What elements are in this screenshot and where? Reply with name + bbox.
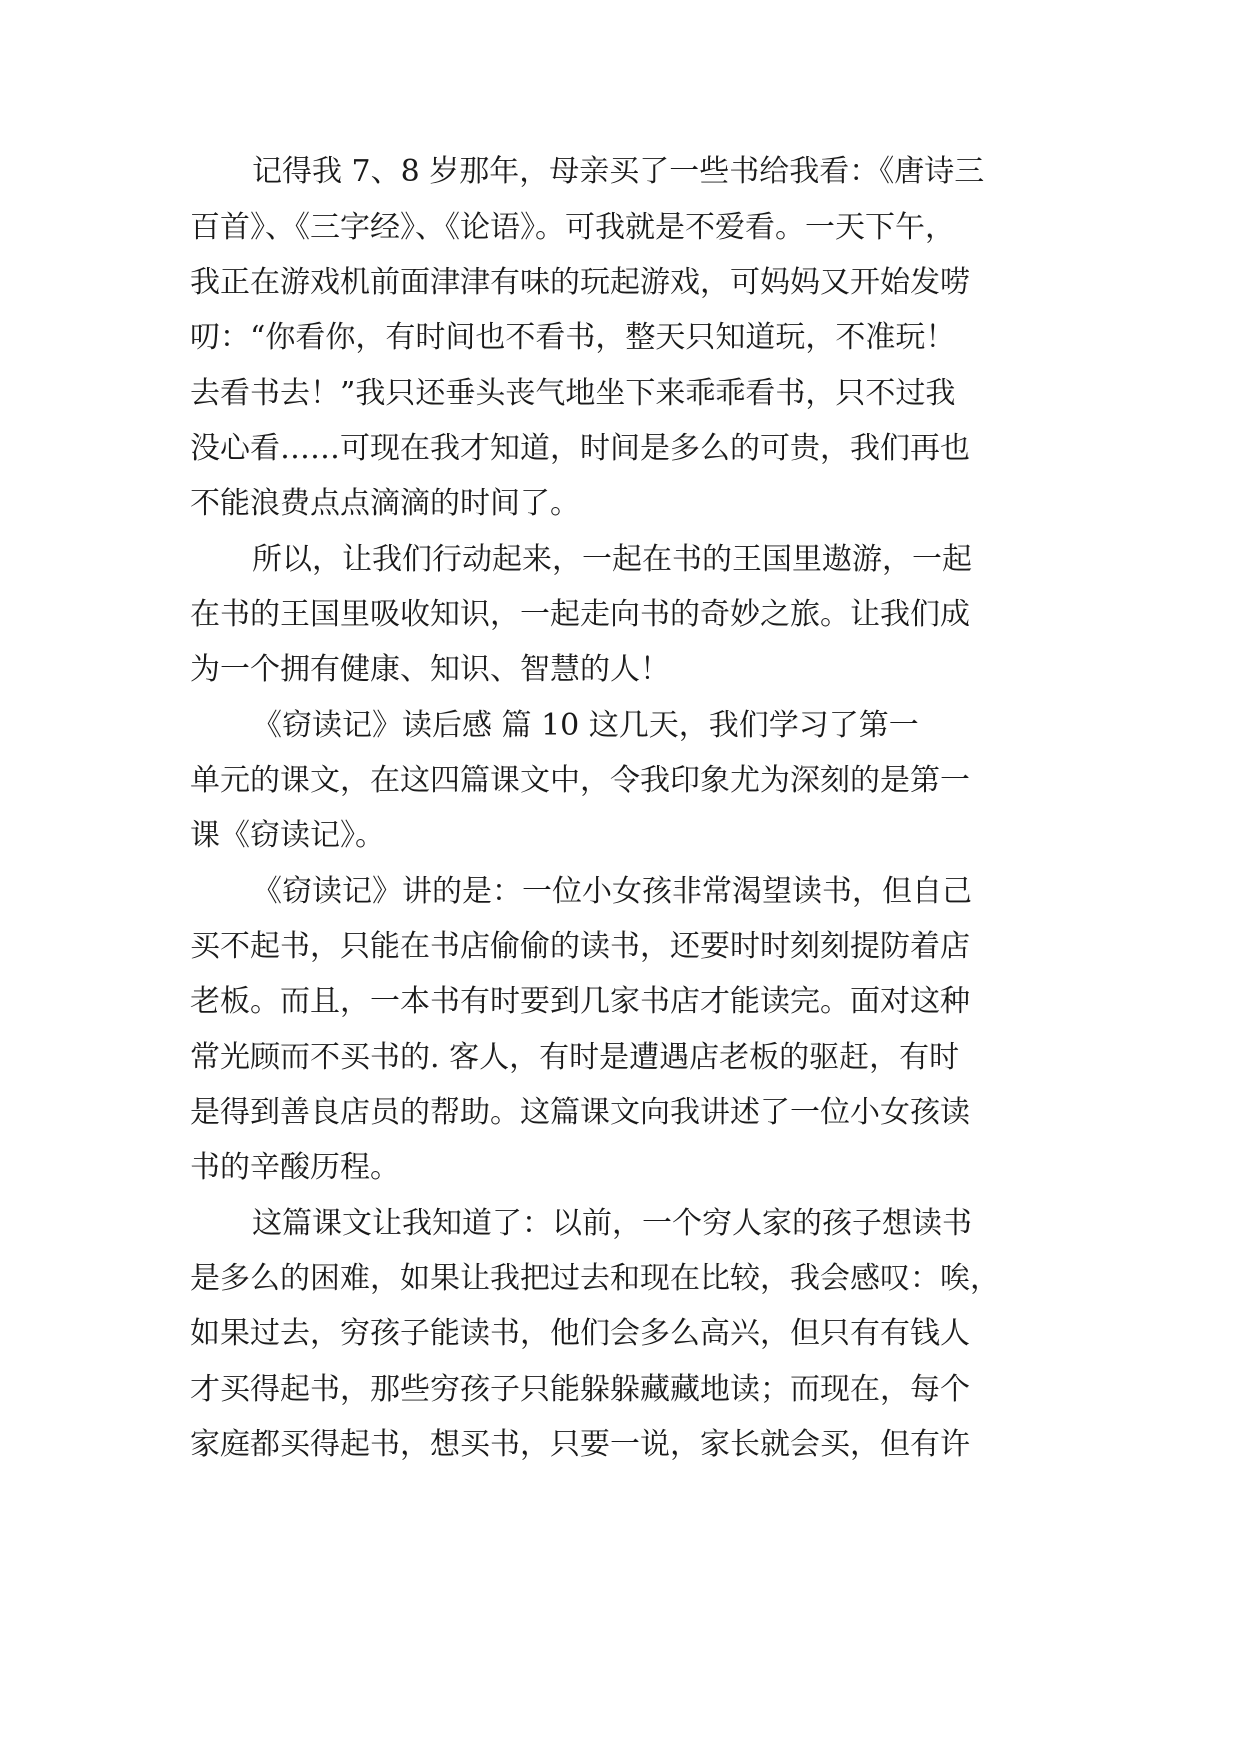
paragraph-4-line-1: 《窃读记》讲的是：一位小女孩非常渴望读书，但自己	[252, 874, 972, 909]
paragraph-1-line-4: 叨：“你看你，有时间也不看书，整天只知道玩，不准玩！	[190, 320, 956, 355]
paragraph-1-line-7: 不能浪费点点滴滴的时间了。	[190, 486, 580, 521]
paragraph-1-line-6: 没心看……可现在我才知道，时间是多么的可贵，我们再也	[190, 431, 970, 466]
paragraph-3-line-3: 课《窃读记》。	[190, 818, 385, 853]
paragraph-5-line-5: 家庭都买得起书，想买书，只要一说，家长就会买，但有许	[190, 1427, 970, 1462]
paragraph-5-line-1: 这篇课文让我知道了：以前，一个穷人家的孩子想读书	[252, 1206, 972, 1241]
paragraph-2-line-1: 所以，让我们行动起来，一起在书的王国里遨游，一起	[252, 542, 972, 577]
paragraph-1-line-3: 我正在游戏机前面津津有味的玩起游戏，可妈妈又开始发唠	[190, 265, 970, 300]
paragraph-1-line-2: 百首》、《三字经》、《论语》。可我就是不爱看。一天下午，	[190, 210, 955, 245]
paragraph-4-line-3: 老板。而且，一本书有时要到几家书店才能读完。面对这种	[190, 984, 970, 1019]
paragraph-3-line-1: 《窃读记》读后感 篇 10 这几天，我们学习了第一	[252, 708, 919, 743]
paragraph-2-line-3: 为一个拥有健康、知识、智慧的人！	[190, 652, 670, 687]
paragraph-4-line-6: 书的辛酸历程。	[190, 1150, 400, 1185]
paragraph-4-line-2: 买不起书，只能在书店偷偷的读书，还要时时刻刻提防着店	[190, 929, 970, 964]
paragraph-2-line-2: 在书的王国里吸收知识，一起走向书的奇妙之旅。让我们成	[190, 597, 970, 632]
paragraph-5-line-3: 如果过去，穷孩子能读书，他们会多么高兴，但只有有钱人	[190, 1316, 970, 1351]
paragraph-1-line-1: 记得我 7、8 岁那年，母亲买了一些书给我看：《唐诗三	[252, 154, 985, 189]
paragraph-3-line-2: 单元的课文，在这四篇课文中，令我印象尤为深刻的是第一	[190, 763, 970, 798]
paragraph-5-line-2: 是多么的困难，如果让我把过去和现在比较，我会感叹：唉，	[190, 1261, 1000, 1296]
paragraph-1-line-5: 去看书去！”我只还垂头丧气地坐下来乖乖看书，只不过我	[190, 376, 956, 411]
paragraph-4-line-4: 常光顾而不买书的. 客人，有时是遭遇店老板的驱赶，有时	[190, 1040, 960, 1075]
paragraph-5-line-4: 才买得起书，那些穷孩子只能躲躲藏藏地读；而现在，每个	[190, 1372, 970, 1407]
paragraph-4-line-5: 是得到善良店员的帮助。这篇课文向我讲述了一位小女孩读	[190, 1095, 970, 1130]
